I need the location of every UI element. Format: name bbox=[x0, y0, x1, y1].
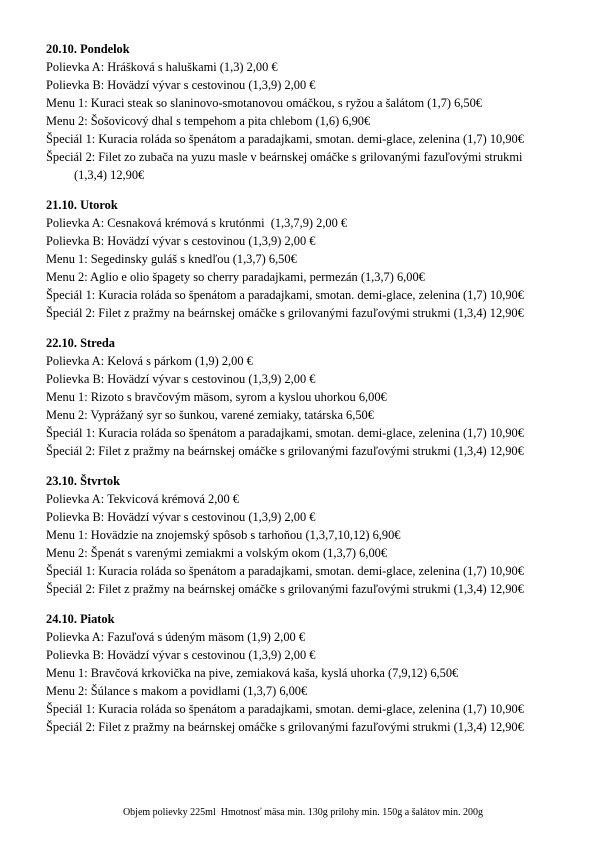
menu-line-menu-1: Menu 1: Rizoto s bravčovým mäsom, syrom a kyslou uhorkou 6,00€ bbox=[46, 390, 387, 404]
menu-line-polievka-b: Polievka B: Hovädzí vývar s cestovinou (1,3,9) 2,00 € bbox=[46, 234, 316, 248]
menu-line-menu-1: Menu 1: Bravčová krkovička na pive, zemiaková kaša, kyslá uhorka (7,9,12) 6,50€ bbox=[46, 666, 459, 680]
menu-line-continuation: (1,3,4) 12,90€ bbox=[74, 168, 145, 182]
menu-line-special-1: Špeciál 1: Kuracia roláda so špenátom a paradajkami, smotan. demi-glace, zelenina (1,7) 10,90€ bbox=[46, 426, 524, 440]
menu-line-menu-1: Menu 1: Segedinsky guláš s knedľou (1,3,7) 6,50€ bbox=[46, 252, 297, 266]
day-section-stvrtok bbox=[46, 472, 568, 598]
menu-line-menu-2: Menu 2: Špenát s varenými zemiakmi a volským okom (1,3,7) 6,00€ bbox=[46, 546, 388, 560]
menu-line-polievka-a: Polievka A: Fazuľová s údeným mäsom (1,9) 2,00 € bbox=[46, 630, 306, 644]
day-heading: 24.10. Piatok bbox=[46, 612, 115, 626]
menu-line-special-2: Špeciál 2: Filet z pražmy na beárnskej omáčke s grilovanými fazuľovými strukmi (1,3,4) 12,90€ bbox=[46, 720, 524, 734]
day-section-utorok bbox=[46, 196, 568, 322]
menu-line-special-1: Špeciál 1: Kuracia roláda so špenátom a paradajkami, smotan. demi-glace, zelenina (1,7) 10,90€ bbox=[46, 564, 524, 578]
day-section-piatok bbox=[46, 610, 568, 736]
day-heading: 20.10. Pondelok bbox=[46, 42, 130, 56]
menu-line-menu-1: Menu 1: Hovädzie na znojemský spôsob s tarhoňou (1,3,7,10,12) 6,90€ bbox=[46, 528, 401, 542]
menu-line-special-2: Špeciál 2: Filet z pražmy na beárnskej omáčke s grilovanými fazuľovými strukmi (1,3,4) 12,90€ bbox=[46, 444, 524, 458]
menu-line-polievka-a: Polievka A: Cesnaková krémová s krutónmi (1,3,7,9) 2,00 € bbox=[46, 216, 348, 230]
menu-line-menu-2: Menu 2: Šúlance s makom a povidlami (1,3,7) 6,00€ bbox=[46, 684, 308, 698]
menu-line-menu-2: Menu 2: Šošovicový dhal s tempehom a pita chlebom (1,6) 6,90€ bbox=[46, 114, 371, 128]
day-heading: 22.10. Streda bbox=[46, 336, 115, 350]
footer-note: Objem polievky 225ml Hmotnosť mäsa min. 130g prilohy min. 150g a šalátov min. 200g bbox=[122, 807, 484, 818]
menu-line-menu-1: Menu 1: Kuraci steak so slaninovo-smotanovou omáčkou, s ryžou a šalátom (1,7) 6,50€ bbox=[46, 96, 482, 110]
menu-line-special-1: Špeciál 1: Kuracia roláda so špenátom a paradajkami, smotan. demi-glace, zelenina (1,7) 10,90€ bbox=[46, 702, 524, 716]
menu-line-polievka-a: Polievka A: Tekvicová krémová 2,00 € bbox=[46, 492, 239, 506]
menu-line-polievka-b: Polievka B: Hovädzí vývar s cestovinou (1,3,9) 2,00 € bbox=[46, 372, 316, 386]
day-section-pondelok bbox=[46, 40, 568, 184]
menu-line-special-2: Špeciál 2: Filet z pražmy na beárnskej omáčke s grilovanými fazuľovými strukmi (1,3,4) 12,90€ bbox=[46, 582, 524, 596]
menu-line-polievka-a: Polievka A: Kelová s párkom (1,9) 2,00 € bbox=[46, 354, 253, 368]
menu-line-special-1: Špeciál 1: Kuracia roláda so špenátom a paradajkami, smotan. demi-glace, zelenina (1,7) 10,90€ bbox=[46, 132, 524, 146]
menu-line-menu-2: Menu 2: Vyprážaný syr so šunkou, varené zemiaky, tatárska 6,50€ bbox=[46, 408, 374, 422]
day-heading: 21.10. Utorok bbox=[46, 198, 118, 212]
menu-line-polievka-b: Polievka B: Hovädzí vývar s cestovinou (1,3,9) 2,00 € bbox=[46, 648, 316, 662]
menu-line-polievka-b: Polievka B: Hovädzí vývar s cestovinou (1,3,9) 2,00 € bbox=[46, 510, 316, 524]
menu-line-special-2: Špeciál 2: Filet z pražmy na beárnskej omáčke s grilovanými fazuľovými strukmi (1,3,4) 12,90€ bbox=[46, 306, 524, 320]
menu-line-polievka-a: Polievka A: Hrášková s haluškami (1,3) 2,00 € bbox=[46, 60, 278, 74]
menu-line-special-2: Špeciál 2: Filet zo zubača na yuzu masle v beárnskej omáčke s grilovanými fazuľovými strukmi bbox=[46, 150, 523, 164]
day-section-streda bbox=[46, 334, 568, 460]
menu-line-special-1: Špeciál 1: Kuracia roláda so špenátom a paradajkami, smotan. demi-glace, zelenina (1,7) 10,90€ bbox=[46, 288, 524, 302]
menu-line-menu-2: Menu 2: Aglio e olio špagety so cherry paradajkami, permezán (1,3,7) 6,00€ bbox=[46, 270, 425, 284]
menu-line-polievka-b: Polievka B: Hovädzí vývar s cestovinou (1,3,9) 2,00 € bbox=[46, 78, 316, 92]
day-heading: 23.10. Štvrtok bbox=[46, 474, 120, 488]
